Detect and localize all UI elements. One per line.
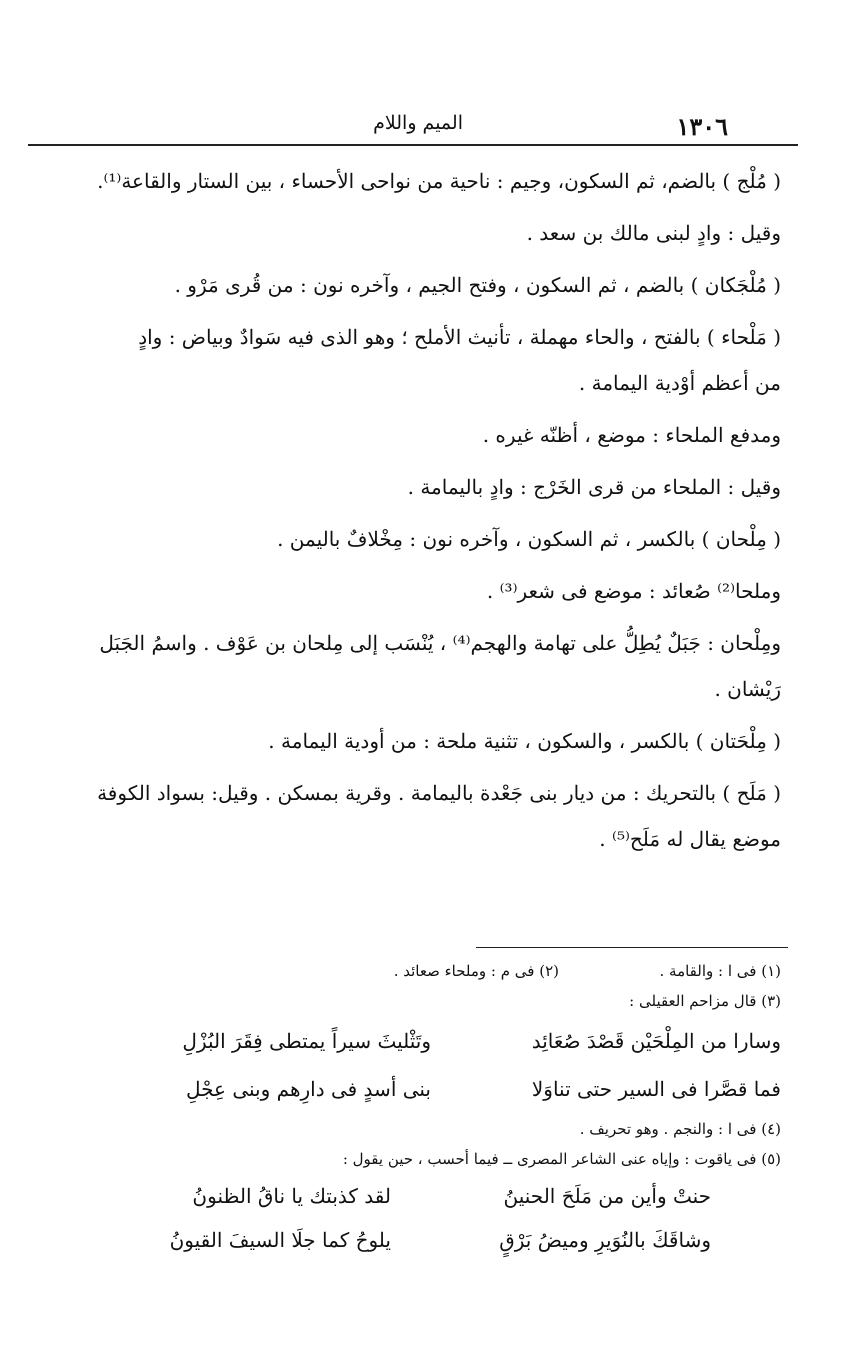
main-text xyxy=(61,160,781,870)
footnote-1: (١) فى ا : والقامة . xyxy=(659,962,781,980)
entry-line: وملحا⁽²⁾ صُعائد : موضع فى شعر⁽³⁾ . xyxy=(486,579,781,603)
verse-line xyxy=(61,1174,781,1218)
verse-line xyxy=(61,1218,781,1262)
footnote-row xyxy=(61,956,781,986)
entry-milhatan: ( مِلْحَتان ) بالكسر ، والسكون ، تثنية ملحة : من أودية اليمامة . xyxy=(268,729,781,753)
entry-muljakan: ( مُلْجَكان ) بالضم ، ثم السكون ، وفتح الجيم ، وآخره نون : من قُرى مَرْو . xyxy=(174,273,781,297)
verse-hemistich: وشاقَكَ بالنُوَيرِ وميضُ بَرْقٍ xyxy=(499,1228,711,1252)
entry-line: ومِلْحان : جَبَلٌ يُطِلُّ على تهامة والهجم⁽⁴⁾ ، يُنْسَب إلى مِلحان بن عَوْف . واسمُ الجَبَل xyxy=(99,631,781,655)
page-header xyxy=(28,108,798,146)
verse-line xyxy=(61,1018,781,1064)
running-title: الميم واللام xyxy=(373,112,463,134)
verse-hemistich: يلوحُ كما جلَا السيفَ القيونُ xyxy=(169,1228,391,1252)
entry-line: وقيل : وادٍ لبنى مالك بن سعد . xyxy=(526,221,781,245)
verse-line xyxy=(61,1066,781,1112)
page-number: ١٣٠٦ xyxy=(676,112,728,141)
verse-hemistich: بنى أسدٍ فى دارِهم وبنى عِجْلِ xyxy=(186,1077,431,1101)
footnotes xyxy=(61,956,781,1262)
verse-hemistich: حنتْ وأين من مَلَحَ الحنينُ xyxy=(503,1184,711,1208)
entry-line: موضع يقال له مَلَح⁽⁵⁾ . xyxy=(599,827,781,851)
footnote-3: (٣) قال مزاحم العقيلى : xyxy=(629,992,781,1010)
footnote-separator xyxy=(476,947,788,948)
footnote-2: (٢) فى م : وملحاء صعائد . xyxy=(393,962,559,980)
footnote-5: (٥) فى ياقوت : وإياه عنى الشاعر المصرى ــ فيما أحسب ، حين يقول : xyxy=(342,1150,781,1168)
entry-mulj: ( مُلْج ) بالضم، ثم السكون، وجيم : ناحية من نواحى الأحساء ، بين الستار والقاعة⁽¹⁾. xyxy=(97,169,781,193)
footnote-4: (٤) فى ا : والنجم . وهو تحريف . xyxy=(579,1120,781,1138)
entry-malha: ( مَلْحاء ) بالفتح ، والحاء مهملة ، تأنيث الأملح ؛ وهو الذى فيه سَوادٌ وبياض : وادٍ xyxy=(138,325,781,349)
entry-line: ومدفع الملحاء : موضع ، أظنّه غيره . xyxy=(482,423,781,447)
verse-hemistich: لقد كذبتك يا ناقُ الظنونُ xyxy=(192,1184,391,1208)
verse-hemistich: وتَثْليثَ سيراً يمتطى فِقَرَ البُزْلِ xyxy=(182,1029,431,1053)
verse-hemistich: فما قصَّرا فى السير حتى تناوَلا xyxy=(531,1077,781,1101)
entry-milhan: ( مِلْحان ) بالكسر ، ثم السكون ، وآخره نون : مِخْلافٌ باليمن . xyxy=(277,527,781,551)
entry-malah: ( مَلَح ) بالتحريك : من ديار بنى جَعْدة باليمامة . وقرية بمسكن . وقيل: بسواد الكوفة xyxy=(97,781,781,805)
entry-line: وقيل : الملحاء من قرى الخَرْج : وادٍ باليمامة . xyxy=(407,475,781,499)
entry-line: رَيْشان . xyxy=(714,677,781,701)
verse-hemistich: وسارا من المِلْحَيْن قَصْدَ صُعَائِد xyxy=(531,1029,781,1053)
entry-line: من أعظم أوْدية اليمامة . xyxy=(578,371,781,395)
